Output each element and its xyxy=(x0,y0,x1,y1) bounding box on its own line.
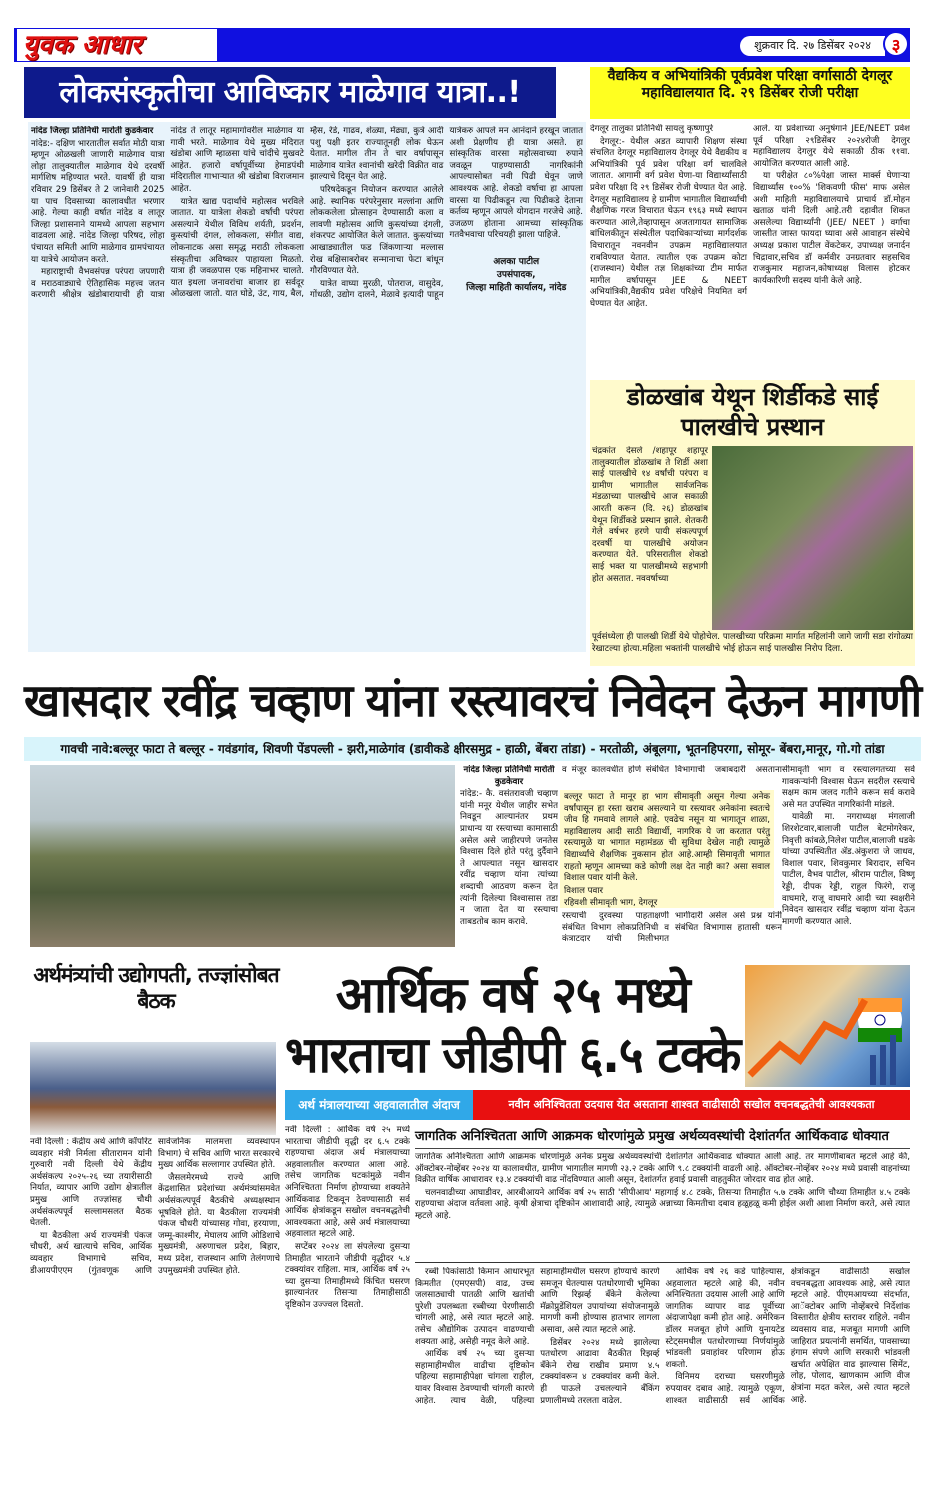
article-gdp-columns xyxy=(415,1267,910,1492)
headline-sai-palkhi: डोळखांब येथून शिर्डीकडे साई पालखीचे प्रस्थान xyxy=(626,383,879,441)
quote-text: बल्लूर फाटा ते मानूर हा भाग सीमावृती असून गेल्या अनेक वर्षांपासून हा रस्ता खराब असल्याने या रस्त्यावर अनेकांना स्वतःचे जीव हि गमवावे लागले आहे. एवढेच नसून या भागातून शाळा, महाविद्यालय आदी साठी विद्यार्थी, नागरिक ये जा करतात परंतु रस्त्यामुळे या भागात महामंडळ ची सुविधा देखेल नाही त्यामुळे विद्यार्थ्यांचे शैक्षणिक नुकसान होत आहे.आम्ही सिमावृती भागात राहतो म्हणून आमच्या कडे कोणी लक्ष देत नाही का? असा सवाल विशाल पवार यांनी केले. xyxy=(564,792,770,884)
village-names-subhead: गावची नावे:बल्लूर फाटा ते बल्लूर - गवंडगांव, शिवणी पेंडपल्ली - झरी,माळेगांव (डावीकडे क्षीरसमुद्र - हाळी, बेंबरा तांडा) - मरतोळी, अंबूलगा, भूतनहिपरगा, सोमूर- बेंबरा,मानूर, गो.गो तांडा xyxy=(24,737,921,761)
page-number: ३ xyxy=(883,31,909,57)
quote-author-place: रहिवशी सीमावृती भाग, देगलूर xyxy=(564,898,658,908)
article-paragraph: आले. या प्रवेशाच्या अनुषंगाने JEE/NEET प्रवेश पूर्व परिक्षा २९डिसेंबर २०२४रोजी देगलुर महाविद्यालय देगलुर येथे सकाळी ठीक ११वा. आयोजित करण्यात आली आहे. xyxy=(753,124,910,169)
article-paragraph: आर्थिक वर्ष २६ कडे पाहिल्यास, अहवालात म्हटले आहे की, नवीन अनिश्चितता उदयास आली आहे आणि जागतिक व्यापार वाढ पूर्वीच्या अंदाजापेक्षा कमी होत आहे. अमेरिकन डॉलर मजबूत होणे आणि युनायटेड स्टेट्समधील पतधोरणाच्या निर्णयांमुळे भांडवली प्रवाहांवर परिणाम होऊ शकतो. xyxy=(665,1267,785,1370)
article-paragraph: जागतिक अनिश्चितता आणि आक्रमक धोरणांमुळे अनेक प्रमुख अर्थव्यवस्थांची देशांतर्गत आर्थिकवाढ धोक्यात आली आहे. तर मागणीबाबत म्हटले आहे की, ऑक्टोबर-नोव्हेंबर २०२४ या कालावधीत, ग्रामीण भागातील मागणी २३.२ टक्के आणि ९.८ टक्क्यांनी वाढली आहे. ऑक्टोबर-नोव्हेंबर २०२४ मध्ये प्रवासी वाहनांच्या विक्रीत वार्षिक आधारावर १३.४ टक्क्यांची वाढ नोंदविण्यात आली असून, देशांतर्गत हवाई प्रवासी वाहतुकीत जोरदार वाढ होत आहे. xyxy=(415,1152,910,1186)
article-paragraph: जैसलमेरमध्ये राज्ये आणि केंद्रशासित प्रदेशांच्या अर्थमंत्र्यांसमवेत अर्थसंकल्पपूर्व बैठकीचे अध्यक्षस्थान भूषविले होते. या बैठकीला राज्यमंत्री पंकज चौधरी यांच्यासह गोवा, हरयाणा, जम्मू-काश्मीर, मेघालय आणि ओडिशाचे मुख्यमंत्री, अरुणाचल प्रदेश, बिहार, मध्य प्रदेश, राजस्थान आणि तेलंगणाचे उपमुख्यमंत्री उपस्थित होते. xyxy=(158,1172,280,1276)
article-paragraph: महाराष्ट्राची वैभवसंपन्न परंपरा जपणारी व मराठवाड्याचे ऐतिहासिक महत्त्व जतन करणारी श्रीक्षेत्र खंडोबारायाची ही यात्रा नांदेड ते लातूर महामार्गावरील माळेगाव या गावी भरते. माळेगाव येथे मुख्य मंदिरात खंडोबा आणि म्हाळसा यांचे चांदीचे मुखवटे आहेत. हजारो वर्षापूर्वीच्या हेमाडपंथी मंदिरातील गाभाऱ्यात श्री खंडोबा विराजमान आहेत. xyxy=(31,126,304,301)
article-column xyxy=(460,765,558,947)
article-paragraph: देगलूर:- येथील अडत व्यापारी शिक्षण संस्था संचलित देगलूर महाविद्यालय देगलूर येथे वैद्यकीय व अभियांत्रिकी पूर्व प्रवेश परिक्षा वर्ग चालविले जातात. आगामी वर्ग प्रवेश घेणा-या विद्यार्थ्यांसाठी प्रवेश परिक्षा दि २९ डिसेंबर रोजी घेण्यात येत आहे. देगलूर महाविद्यालय हे ग्रामीण भागातील विद्यार्थ्यांची शैक्षणिक गरज विचारात घेऊन १९६३ मध्ये स्थापन करण्यात आले,तेव्हापासून अजतागायत सामाजिक बांधिलकीतून संस्थेतील पदाधिकाऱ्यांच्या मार्गदर्शक विचारातून नवनवीन उपक्रम महाविद्यालयात राबविण्यात येतात. त्यातील एक उपक्रम कोटा (राजस्थान) येथील तज्ञ शिक्षकांच्या टीम मार्फत मागील वर्षापासून JEE & NEET अभियांत्रिकी,वैद्यकीय प्रवेश परिक्षेचे नियमित वर्ग घेण्यात येत आहेत. xyxy=(590,136,747,309)
article-paragraph: यावेळी मा. नगराध्यक्ष मंगलाजी शिरशेटवार,बालाजी पाटील बेटमोगरेकर, निवृत्ती कांबळे,निलेश पाटील,बालाजी धडके यांच्या उपस्थितीत ॲड.अंकुशरा जे जाधव, विशाल पवार, शिवकुमार बिरादार, सचिन पाटील, वैभव पाटील, श्रीराम पाटील, विष्णू रेड्डी, दीपक रेड्डी, राहुल फिरंगे, राजू वाघमारे, राजू वाघमारे आदी च्या स्वक्षरीने निवेदन खासदार रवींद्र चव्हाण यांना देऊन मागणी करण्यात आले. xyxy=(782,812,915,927)
article-paragraph: नवी दिल्ली : केंद्रीय अर्थ आणि कॉर्पोरेट व्यवहार मंत्री निर्मला सीतारामन यांनी गुरुवारी नवी दिल्ली येथे केंद्रीय अर्थसंकल्प २०२५-२६ च्या तयारीसाठी निर्यात, व्यापार आणि उद्योग क्षेत्रातील प्रमुख आणि तज्ज्ञांसह चौथी अर्थसंकल्पपूर्व सल्लामसलत बैठक घेतली. xyxy=(30,1137,152,1229)
headline-line: आर्थिक वर्ष २५ मध्ये xyxy=(335,966,690,1024)
article-gdp-lead xyxy=(285,1125,410,1492)
article-byline: नांदेड जिल्हा प्रतिनिधी मारोती कुडकेवार xyxy=(463,765,555,787)
article-road-demand xyxy=(460,765,915,950)
article-byline: नांदेड जिल्हा प्रतिनिधी मारोती कुडकेवार xyxy=(31,126,154,136)
article-column xyxy=(782,765,915,949)
photo-caption xyxy=(590,630,915,666)
author-name: अलका पाटील xyxy=(493,256,540,267)
subheadline-global-uncertainty: जागतिक अनिश्चितता आणि आक्रमक धोरणांमुळे प्रमुख अर्थव्यवस्थांची देशांतर्गत आर्थिकवाढ धोक्यात xyxy=(415,1125,910,1149)
article-paragraph: यात्रेत खाद्य पदार्थांचे महोत्सव भरविले जातात. या यात्रेला शेकडो वर्षांची परंपरा असल्याने येथील विविध शर्यती, प्रदर्शन, कुस्त्यांची दंगल, लोककला, संगीत वाद्य, लोकनाटक असा समृद्ध मराठी लोककला संस्कृतीचा अविष्कार पाहायला मिळतो. यात्रा ही जवळपास एक महिनाभर चालते. यात इथला जनावरांचा बाजार हा सर्वदूर ओळखला जातो. यात घोडे, उंट, गाय, बैल, म्हैस, रेडे, गाढव, शेळ्या, मेंढ्या, कुत्रे आदी पशु पक्षी इतर राज्यातूनही लोक घेऊन येतात. मागील तीन ते चार वर्षापासून माळेगाव यात्रेत श्वानांची खरेदी विक्रीत वाढ झाल्याचे दिसून येत आहे. xyxy=(170,126,444,300)
headline-road-demand: खासदार रवींद्र चव्हाण यांना रस्त्यावरचं निवेदन देऊन मागणी xyxy=(24,674,921,727)
banner-uncertainty: नवीन अनिश्चितता उदयास येत असताना शाश्वत वाढीसाठी सखोल वचनबद्धतेची आवश्यकता xyxy=(473,1090,910,1120)
issue-date: शुक्रवार दि. २७ डिसेंबर २०२४ xyxy=(740,36,885,56)
divider xyxy=(415,1262,910,1263)
headline-deglur-exam: वैद्यकिय व अभियांत्रिकी पूर्वप्रवेश परिक्षा वर्गासाठी देगलूर महाविद्यालयात दि. २९ डिसेंबर रोजी परीक्षा xyxy=(590,67,910,119)
article-sai-palkhi xyxy=(590,380,915,666)
author-signature xyxy=(450,256,584,295)
author-office: जिल्हा माहिती कार्यालय, नांदेड xyxy=(466,282,567,293)
palkhi-procession-photo xyxy=(712,446,913,630)
gdp-growth-graphic xyxy=(745,965,910,1087)
headline-fm-meeting: अर्थमंत्र्यांची उद्योगपती, तज्ज्ञांसोबत बैठक xyxy=(33,963,279,1013)
article-paragraph: व मंजूर कालवधीत होणे संबंधित विभागाची जबाबदारी असताना xyxy=(562,765,782,775)
article-paragraph: रस्त्याची दुरवस्था पाहताक्षणी संबंधित विभाग लोकप्रतिनिधी व कंत्राटदार यांची मिलीभगत भागीदारी असेल असे प्रश्न यांनी संबंधित विभागास हातासी धरून xyxy=(562,911,782,945)
article-paragraph: सीमावृती भाग व रस्त्यालगतच्या सर्व गावकऱ्यांनी विश्वास घेऊन सदरील रस्त्याचे सक्षम काम जलद गतीने करून सर्व करावे असे मत उपस्थित नागरिकांनी मांडले. xyxy=(782,765,915,810)
banner-ministry-estimate: अर्थ मंत्रालयाच्या अहवालातील अंदाज xyxy=(285,1090,473,1120)
headline-line: भारताचा जीडीपी ६.५ टक्के xyxy=(285,1026,740,1084)
quote-author: विशाल पवार xyxy=(564,885,604,896)
article-paragraph: परिषदेकडून नियोजन करण्यात आलेले आहे. स्थानिक परंपरेनुसार मल्लांना आणि लोककलेला प्रोत्साहन देण्यासाठी कला व लावणी महोत्सव आणि कुस्त्यांच्या दंगली, शंकरपट आयोजित केले जातात. कुस्त्यांच्या आखाड्यातील फड जिंकणाऱ्या मल्लास रोख बक्षिसाबरोबर सन्मानाचा फेटा बांधून गौरविण्यात येते. xyxy=(310,184,444,277)
memorandum-handover-photo xyxy=(30,765,455,947)
article-deglur-exam xyxy=(590,124,910,377)
meeting-photo xyxy=(30,1042,276,1135)
article-body-row xyxy=(590,446,915,630)
article-paragraph: विनिमय दराच्या घसरणीमुळे रुपयावर दबाव आहे. त्यामुळे एकूण, शाश्वत वाढीसाठी सर्व आर्थिक क्षेत्रांकडून वाढीसाठी सखोल वचनबद्धता आवश्यक आहे, असे त्यात म्हटले आहे. पीएमआयच्या संदर्भात, आॅक्टोबर आणि नोव्हेंबरचे निर्देशांक विस्तारीत क्षेत्रीय स्तरावर राहिले. नवीन व्यवसाय वाढ, मजबूत मागणी आणि जाहिरात प्रयत्नांनी समर्थित, पावसाच्या हंगाम संपणे आणि सरकारी भांडवली खर्चात अपेक्षित वाढ झाल्यास सिमेंट, लोह, पोलाद, खाणकाम आणि वीज क्षेत्रांना मदत करेल, असे त्यात म्हटले आहे. xyxy=(665,1267,910,1406)
article-text: चंद्रकांत देसले /शहापूर शहापूर तालुक्यातील डोळखांब ते शिर्डी अशा साई पालखीचे १४ वर्षांची परंपरा व ग्रामीण भागातील सार्वजनिक मंडळाच्या पालखीचे आज सकाळी आरती करून (दि. २६) डोळखांब येथून शिर्डीकडे प्रस्थान झाले. शेतकरी गेले वर्षभर हरणे पायी संकल्पपूर्ण दरवर्षी या पालखीचे अयोजन करण्यात येते. परिसरातील शेकडो साई भक्त या पालखीमध्ये सहभागी होत असतात. नववर्षाच्या xyxy=(592,446,708,584)
headline-gdp xyxy=(285,965,740,1087)
highlight-quote-box xyxy=(560,790,774,908)
article-paragraph xyxy=(592,446,708,630)
article-paragraph: यात्रेत वाघ्या मुरळी, पोतराज, वासुदेव, गोंधळी, उद्योग दालने, मेळावे इत्यादी पाहून यात्रेकरु आपले मन आनंदाने हरखून जातात अशी प्रेक्षणीय ही यात्रा असते. हा सांस्कृतिक वारसा महोत्सवाच्या रुपाने जवळून पाहण्यासाठी नागरिकांनी आपल्यासोबत नवी पिढी घेवून जाणे आवश्यक आहे. शेकडो वर्षाचा हा आपला वारसा या पिढीकडून त्या पिढीकडे देताना कर्तव्य म्हणून आपले योगदान गरजेचे आहे. उजळण होताना आमच्या सांस्कृतिक गतवैभवाचा परिचयही झाला पाहिजे. xyxy=(310,126,583,301)
article-paragraph: सप्टेंबर २०२४ ला संपलेल्या दुसऱ्या तिमाहीत भारताने जीडीपी वृद्धीदर ५.४ टक्क्यांवर राहिला. मात्र, आर्थिक वर्ष २५ च्या दुसऱ्या तिमाहीमध्ये किंचित घसरण झाल्यानंतर तिसऱ्या तिमाहीसाठी दृष्टिकोन उज्ज्वल दिसतो. xyxy=(285,1241,410,1310)
article-paragraph: नांदेड:- दक्षिण भारतातील सर्वात मोठी यात्रा म्हणून ओळखली जाणारी माळेगाव यात्रा लोहा तालुक्यातील माळेगाव येथे दरवर्षी मार्गशिष महिण्यात भरते. यावर्षी ही यात्रा रविवार 29 डिसेंबर ते 2 जानेवारी 2025 या पाच दिवसाच्या कालावधीत भरणार आहे. गेल्या काही वर्षात नांदेड व लातूर जिल्हा प्रशासनाने यामध्ये आपला सहभाग वाढवला आहे. नांदेड जिल्हा परिषद, लोहा पंचायत समिती आणि माळेगाव ग्रामपंचायत या यात्रेचे आयोजन करते. xyxy=(31,138,165,265)
article-paragraph: या बैठकीला अर्थ राज्यमंत्री पंकज चौधरी, अर्थ खात्याचे सचिव, आर्थिक व्यवहार विभागाचे सचिव, डीआयपीएएम (गुंतवणूक आणि सार्वजनिक मालमत्ता व्यवस्थापन विभाग) चे सचिव आणि भारत सरकारचे मुख्य आर्थिक सल्लागार उपस्थित होते. xyxy=(30,1137,280,1276)
article-paragraph: चलनवाढीच्या आघाडीवर, आरबीआयने आर्थिक वर्ष २५ साठी 'सीपीआय' महागाई ४.८ टक्के, तिसऱ्या तिमाहीत ५.७ टक्के आणि चौथ्या तिमाहीत ४.५ टक्के राहण्याचा अंदाज वर्तवला आहे. कृषी क्षेत्राचा दृष्टिकोन आशावादी आहे, त्यामुळे अन्नाच्या किमतीचा दबाव हळूहळू कमी होईल अशी आशा निर्माण करते, असे त्यात म्हटले आहे. xyxy=(415,1187,910,1221)
headline-malegaon-yatra: लोकसंस्कृतीचा आविष्कार माळेगाव यात्रा..! xyxy=(24,67,556,118)
article-malegaon-yatra xyxy=(28,122,586,652)
article-byline: देगलूर तालुका प्रतिनिधी सायलु कृष्णापुरे xyxy=(590,124,714,134)
newspaper-logo: युवक आधार xyxy=(17,29,217,61)
article-paragraph: आर्थिक वर्ष २५ च्या दुसऱ्या सहामाहीमधील वाढीचा दृष्टिकोन पहिल्या सहामाहीपेक्षा चांगला राहील, यावर विश्वास ठेवण्याची चांगली कारणे आहेत. त्याच वेळी, पहिल्या सहामाहीमधील घसरण होण्याचे कारणे समजून घेतल्यास पतधोरणाची भूमिका आणि रिझर्व्ह बँकेने केलेल्या मॅक्रोप्रुडेंशियल उपायांच्या संयोजनामुळे मागणी कमी होण्यास हातभार लागला असावा, असे त्यात म्हटले आहे. xyxy=(415,1267,660,1406)
article-paragraph: या परीक्षेत ८०%पेक्षा जास्त मार्क्स घेणाऱ्या विद्यार्थ्यांस १००% 'शिकवणी फीस' माफ असेल अशी माहिती महाविद्यालयाचे प्राचार्य डॉ.मोहन खताळ यांनी दिली आहे.तरी दहावीत शिकत असलेल्या विद्यार्थ्यांनी (JEE/ NEET ) वर्गाचा जास्तीत जास्त फायदा घ्यावा असे आवाहन संस्थेचे अध्यक्ष प्रकाश पाटील वेंकटेकर, उपाध्यक्ष जनार्दन चिद्रावार,सचिव डॉ कर्मवीर उनग्रतवार सहसचिव राजकुमार महाजन,कोषाध्यक्ष विलास होटकर कार्यकारिणी सदस्य यांनी केले आहे. xyxy=(753,171,910,286)
article-gdp-summary xyxy=(415,1152,910,1260)
article-paragraph: डिसेंबर २०२४ मध्ये झालेल्या पतधोरण आढावा बैठकीत रिझर्व्ह बँकेने रोख राखीव प्रमाण ४.५ टक्क्यांवरून ४ टक्क्यांवर कमी केले. ही पाऊले उचलल्याने बँकिंग प्रणालीमध्ये तरलता वाढेल. xyxy=(540,1337,660,1406)
author-role: उपसंपादक, xyxy=(496,269,536,280)
article-paragraph: रब्बी पिकांसाठी किमान आधारभूत किमतीत (एमएसपी) वाढ, उच्च जलसाठ्याची पातळी आणि खतांची पुरेशी उपलब्धता रब्बीच्या पेरणीसाठी चांगली आहे, असे त्यात म्हटले आहे. तसेच औद्योगिक उत्पादन वाढण्याची शक्यता आहे, असेही नमूद केले आहे. xyxy=(415,1267,535,1347)
growth-arrow-icon xyxy=(745,965,910,1087)
article-paragraph: नांदेड:- कै. वसंतरावजी चव्हाण यांनी मनूर येथील जाहीर सभेत निवडून आल्यानंतर प्रथम प्राधान्य या रस्त्याच्या कामासाठी असेल असे जाहीरपणे जनतेस विश्वास दिले होते परंतु दुर्दैवाने ते आपल्यात नसून खासदार रवींद्र चव्हाण यांना त्यांच्या शब्दाची आठवण करून देत त्यांनी दिलेल्या विश्वासास तडा न जाता देत या रस्त्याचा ताबडतोब काम करावे. xyxy=(460,789,558,927)
article-column xyxy=(562,765,782,788)
article-fm-meeting xyxy=(30,1137,280,1492)
article-paragraph: नवी दिल्ली : आर्थिक वर्ष २५ मध्ये भारताचा जीडीपी वृद्धी दर ६.५ टक्के राहण्याचा अंदाज अर्थ मंत्रालयाच्या अहवालातील करण्यात आला आहे. तसेच जागतिक घटकांमुळे नवीन अनिश्चितता निर्माण होण्याच्या शक्यतेने आर्थिकवाढ टिकवून ठेवण्यासाठी सर्व आर्थिक क्षेत्रांकडून सखोल वचनबद्धतेची आवश्यकता आहे, असे अर्थ मंत्रालयाच्या अहवालात म्हटले आहे. xyxy=(285,1125,410,1240)
article-column xyxy=(562,911,782,946)
caption-text: पूर्वसंध्येला ही पालखी शिर्डी येथे पोहोचेल. पालखीच्या परिक्रमा मार्गात महिलांनी जागे जागी सडा रांगोळ्या रेखाटल्या होत्या.महिला भक्तांनी पालखीचे भोई होऊन साई पालखीस निरोप दिला. xyxy=(592,632,913,654)
